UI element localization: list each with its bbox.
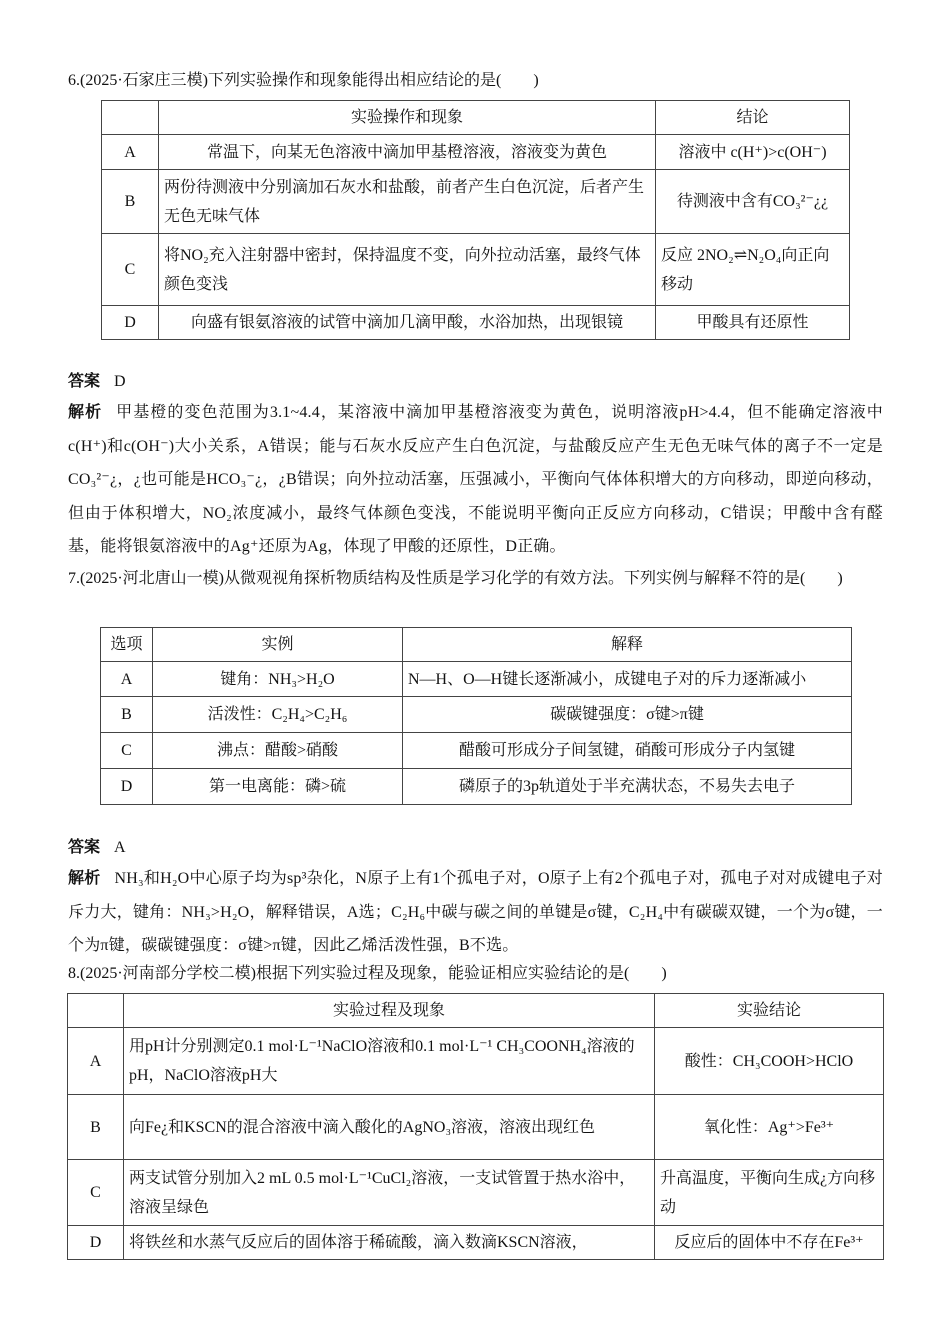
analysis-text: NH₃和H₂O中心原子均为sp³杂化，N原子上有1个孤电子对，O原子上有2个孤电子对，孤电子对对成键电子对斥力大，键角：NH₃>H₂O，解释错误，A选；C₂H₆中碳与碳之间的单键是σ键，C₂H₄中有碳碳双键，一个为σ键，一个为π键，碳碳键强度：σ键>π键，因此乙烯活泼性强，B不选。 <box>68 870 884 954</box>
table-row <box>101 697 852 733</box>
q6-header-blank <box>102 101 159 135</box>
table-row <box>101 733 852 769</box>
q7-header-option: 选项 <box>101 628 153 662</box>
analysis-label: 解析 <box>68 870 101 887</box>
example-cell: 第一电离能：磷>硫 <box>153 769 403 805</box>
table-row <box>101 769 852 805</box>
example-cell: 活泼性：C₂H₄>C₂H₆ <box>153 697 403 733</box>
q8-header-blank <box>68 994 124 1028</box>
example-cell: 键角：NH₃>H₂O <box>153 662 403 697</box>
answer-value: D <box>114 373 126 390</box>
proc-cell: 用pH计分别测定0.1 mol·L⁻¹NaClO溶液和0.1 mol·L⁻¹ CH₃COONH₄溶液的pH，NaClO溶液pH大 <box>124 1028 655 1095</box>
row-label: B <box>102 170 159 234</box>
row-label: B <box>68 1095 124 1160</box>
q6-analysis <box>68 396 883 564</box>
q7-header-example: 实例 <box>153 628 403 662</box>
op-cell: 将NO₂充入注射器中密封，保持温度不变，向外拉动活塞，最终气体颜色变浅 <box>159 234 656 306</box>
row-label: C <box>68 1160 124 1226</box>
explain-cell: 醋酸可形成分子间氢键，硝酸可形成分子内氢键 <box>403 733 852 769</box>
row-label: B <box>101 697 153 733</box>
q7-stem: 7.(2025·河北唐山一模)从微观视角探析物质结构及性质是学习化学的有效方法。下列实例与解释不符的是( ) <box>68 570 843 587</box>
table-row <box>102 306 850 340</box>
q7-answer <box>68 835 883 861</box>
q7-header-explain: 解释 <box>403 628 852 662</box>
concl-cell: 反应 2NO₂⇌N₂O₄向正向移动 <box>656 234 850 306</box>
table-row <box>101 662 852 697</box>
q6-table <box>101 100 850 340</box>
q6-stem: 6.(2025·石家庄三模)下列实验操作和现象能得出相应结论的是( ) <box>68 72 539 89</box>
analysis-label: 解析 <box>68 404 103 421</box>
table-row <box>68 1226 884 1260</box>
row-label: D <box>101 769 153 805</box>
concl-cell: 升高温度，平衡向生成¿方向移动 <box>655 1160 884 1226</box>
row-label: A <box>101 662 153 697</box>
q8-stem: 8.(2025·河南部分学校二模)根据下列实验过程及现象，能验证相应实验结论的是( ) <box>68 965 667 982</box>
table-row <box>102 170 850 234</box>
explain-cell: 磷原子的3p轨道处于半充满状态，不易失去电子 <box>403 769 852 805</box>
concl-cell: 溶液中 c(H⁺)>c(OH⁻) <box>656 135 850 170</box>
concl-cell: 待测液中含有CO₃²⁻¿¿ <box>656 170 850 234</box>
row-label: C <box>102 234 159 306</box>
table-row <box>68 1095 884 1160</box>
table-row <box>68 1028 884 1095</box>
concl-cell: 酸性：CH₃COOH>HClO <box>655 1028 884 1095</box>
example-cell: 沸点：醋酸>硝酸 <box>153 733 403 769</box>
op-cell: 常温下，向某无色溶液中滴加甲基橙溶液，溶液变为黄色 <box>159 135 656 170</box>
analysis-text: 甲基橙的变色范围为3.1~4.4，某溶液中滴加甲基橙溶液变为黄色，说明溶液pH>4.4，但不能确定溶液中c(H⁺)和c(OH⁻)大小关系，A错误；能与石灰水反应产生白色沉淀，与盐酸反应产生无色无味气体的离子不一定是CO₃²⁻¿，¿也可能是HCO₃⁻¿，¿B错误；向外拉动活塞，压强减小，平衡向气体体积增大的方向移动，即逆向移动，但由于体积增大，NO₂浓度减小，最终气体颜色变浅，不能说明平衡向正反应方向移动，C错误；甲酸中含有醛基，能将银氨溶液中的Ag⁺还原为Ag，体现了甲酸的还原性，D正确。 <box>68 404 884 555</box>
table-row <box>102 234 850 306</box>
proc-cell: 将铁丝和水蒸气反应后的固体溶于稀硫酸，滴入数滴KSCN溶液， <box>124 1226 655 1260</box>
concl-cell: 甲酸具有还原性 <box>656 306 850 340</box>
q7-table <box>100 627 852 805</box>
q8-header-proc: 实验过程及现象 <box>124 994 655 1028</box>
q8-header-concl: 实验结论 <box>655 994 884 1028</box>
op-cell: 向盛有银氨溶液的试管中滴加几滴甲酸，水浴加热，出现银镜 <box>159 306 656 340</box>
row-label: A <box>68 1028 124 1095</box>
q6-answer <box>68 369 883 395</box>
row-label: D <box>102 306 159 340</box>
answer-label: 答案 <box>68 839 101 856</box>
q6-header-concl: 结论 <box>656 101 850 135</box>
concl-cell: 氧化性：Ag⁺>Fe³⁺ <box>655 1095 884 1160</box>
q6-header-op: 实验操作和现象 <box>159 101 656 135</box>
row-label: D <box>68 1226 124 1260</box>
row-label: A <box>102 135 159 170</box>
answer-value: A <box>114 839 126 856</box>
q8-table <box>67 993 884 1260</box>
explain-cell: N—H、O—H键长逐渐减小，成键电子对的斥力逐渐减小 <box>403 662 852 697</box>
table-row <box>68 1160 884 1226</box>
proc-cell: 两支试管分别加入2 mL 0.5 mol·L⁻¹CuCl₂溶液，一支试管置于热水浴中，溶液呈绿色 <box>124 1160 655 1226</box>
concl-cell: 反应后的固体中不存在Fe³⁺ <box>655 1226 884 1260</box>
answer-label: 答案 <box>68 373 101 390</box>
op-cell: 两份待测液中分别滴加石灰水和盐酸，前者产生白色沉淀，后者产生无色无味气体 <box>159 170 656 234</box>
table-row <box>102 135 850 170</box>
proc-cell: 向Fe¿和KSCN的混合溶液中滴入酸化的AgNO₃溶液，溶液出现红色 <box>124 1095 655 1160</box>
explain-cell: 碳碳键强度：σ键>π键 <box>403 697 852 733</box>
row-label: C <box>101 733 153 769</box>
q7-analysis <box>68 862 883 963</box>
